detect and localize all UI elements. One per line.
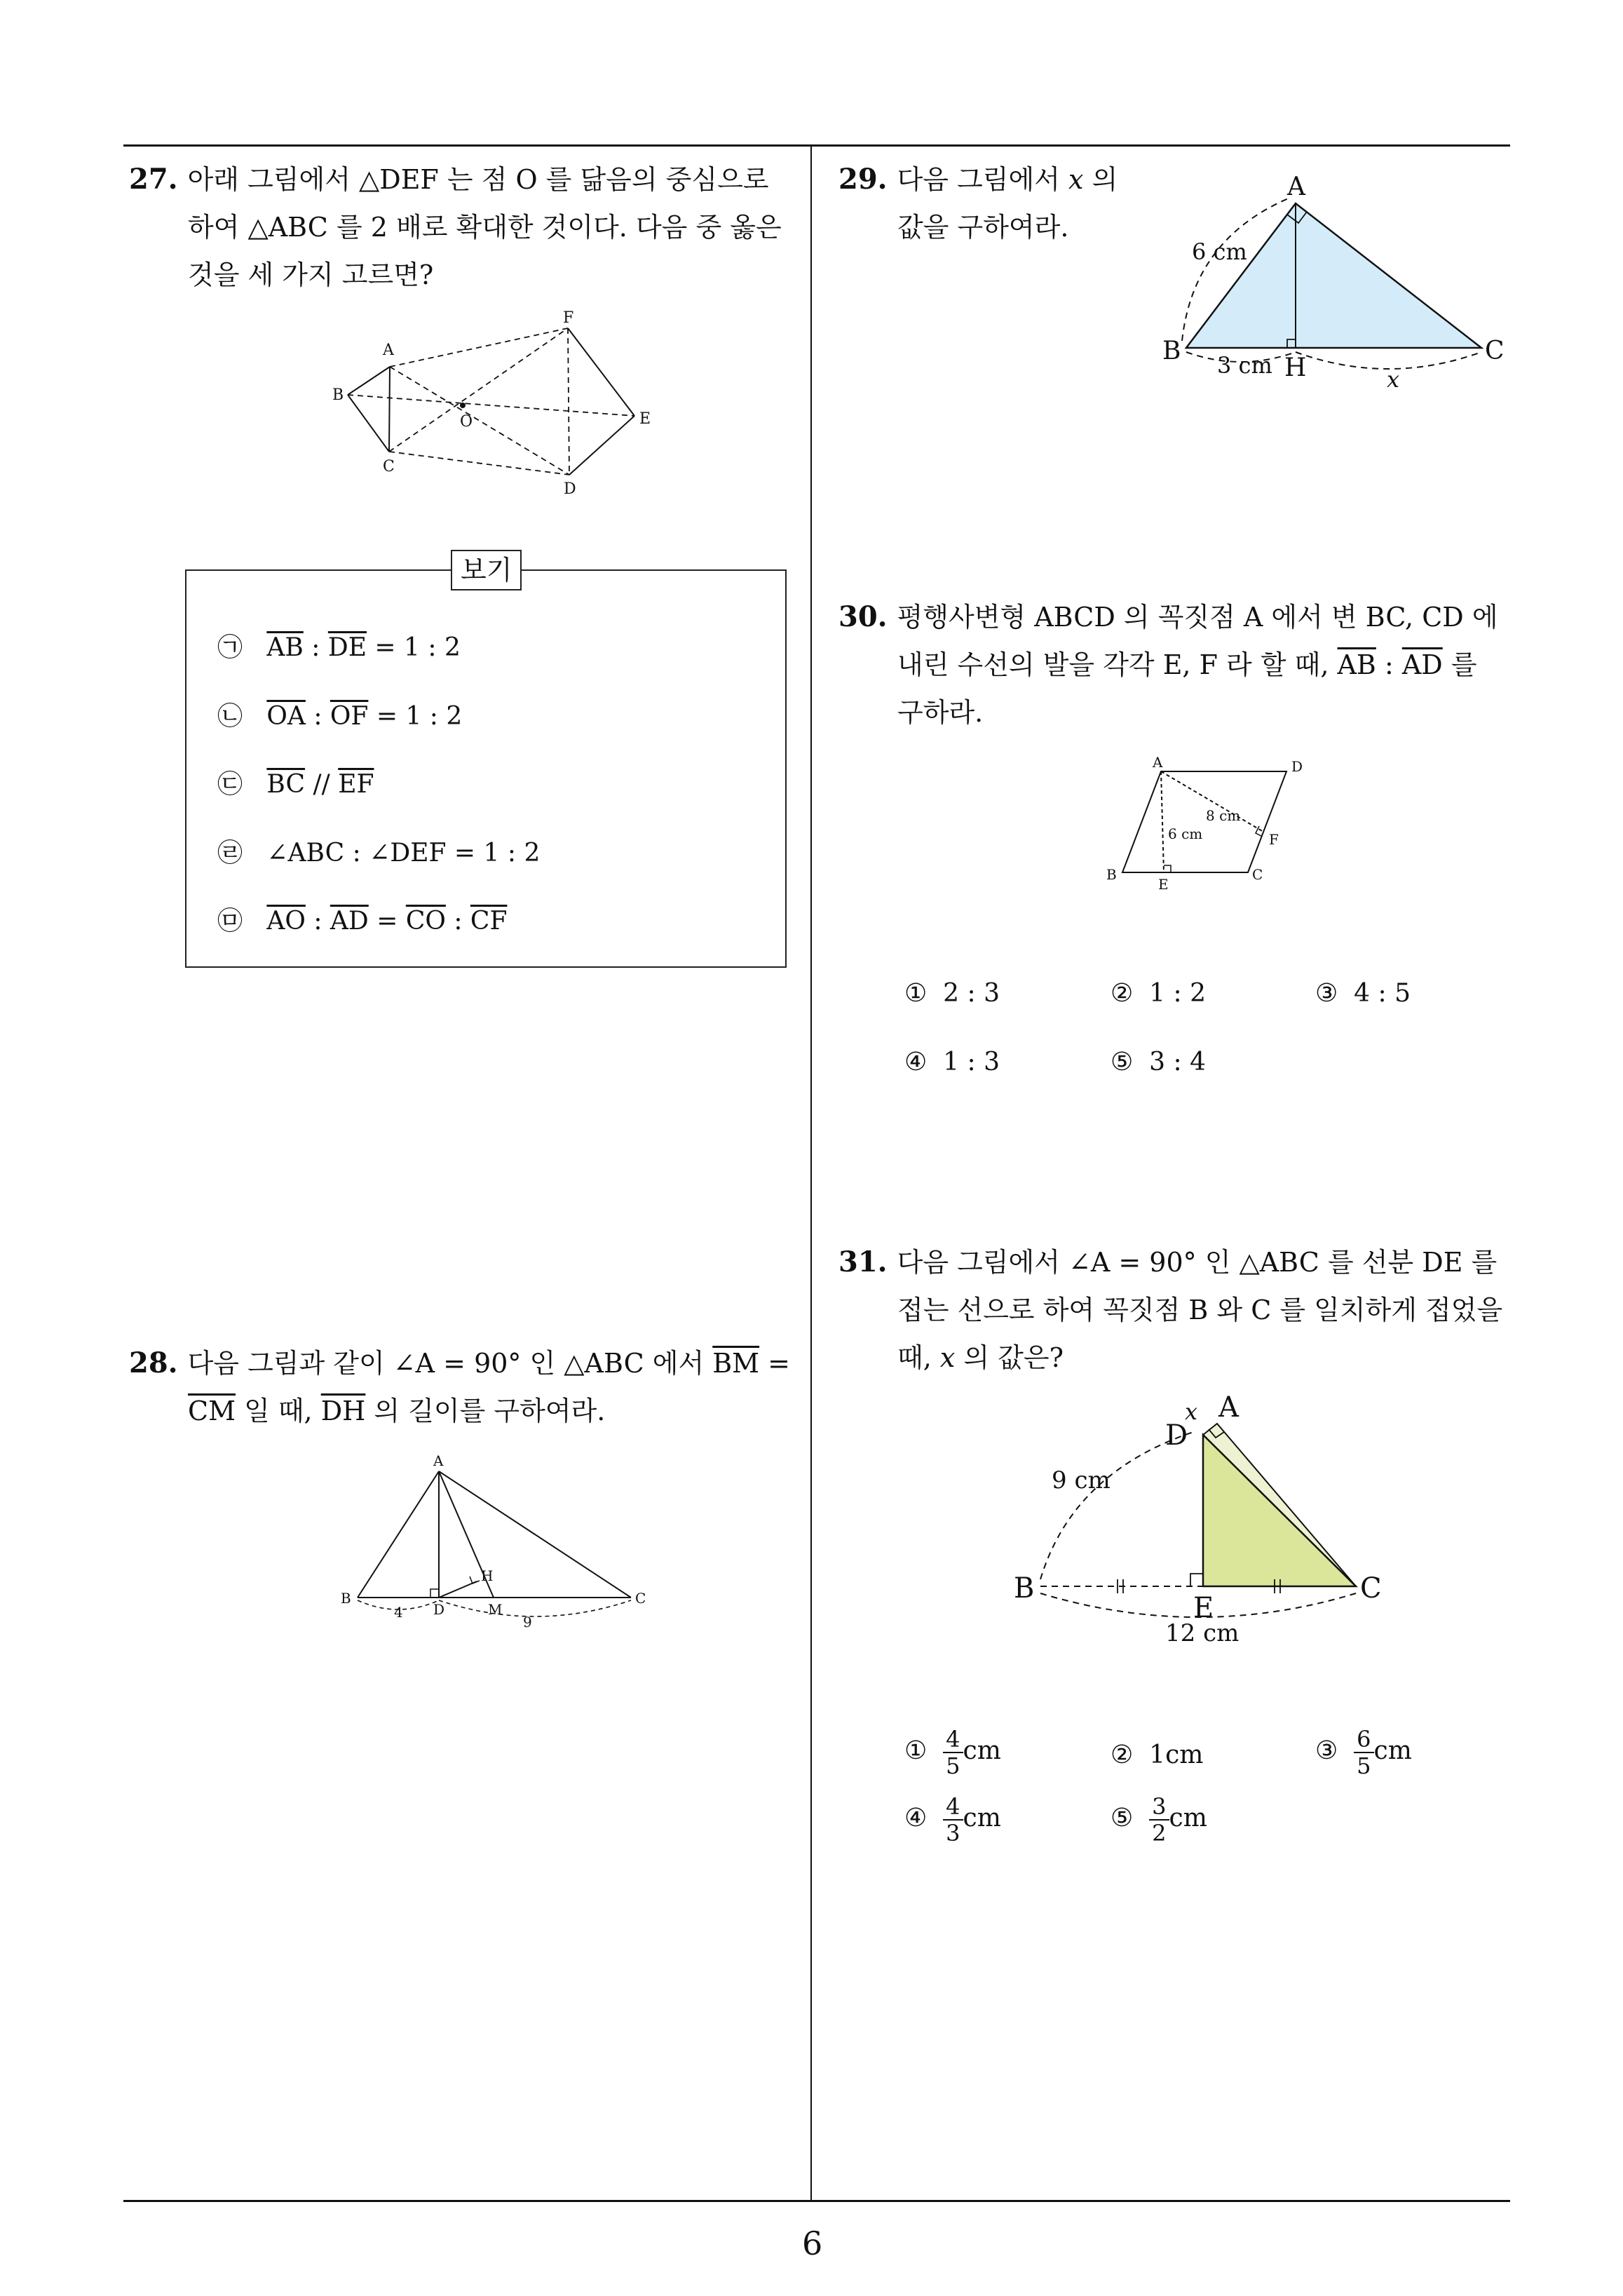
fraction: $\frac{4}{5}$ [943,1727,963,1778]
problem-number: 30. [838,600,888,633]
label-e: E [639,410,651,428]
label-c: C [1360,1572,1382,1605]
label-f: F [1269,831,1279,848]
example-item-3: ㉢ $\overline{BC} // \overline{EF}$ [217,770,374,799]
fraction: $\frac{4}{3}$ [943,1794,963,1846]
choice-1[interactable]: ① $\frac{4}{5}$ cm [904,1726,1001,1779]
label-b: B [1162,337,1181,365]
choice-1[interactable]: ① 2 : 3 [904,979,1000,1008]
example-item-1: ㉠ $\overline{AB}$ : $\overline{DE} = 1$ : 2 [217,633,461,662]
length-dc: 9 [523,1614,532,1630]
length-ab: 6 cm [1192,238,1247,265]
homothety-figure [330,309,666,498]
label-a: A [1153,754,1163,771]
choice-3[interactable]: ③ 4 : 5 [1315,979,1411,1008]
problem-number: 29. [838,163,888,196]
choice-2[interactable]: ② 1 : 2 [1111,979,1206,1008]
folded-triangle-figure [1010,1396,1416,1662]
label-e: E [1193,1592,1214,1624]
label-h: H [1284,353,1307,382]
label-b: B [1014,1572,1035,1605]
choice-3[interactable]: ③ $\frac{6}{5}$ cm [1315,1726,1412,1779]
label-a: A [1218,1396,1239,1424]
label-h: H [481,1567,494,1584]
length-bd: 9 cm [1052,1466,1111,1494]
example-item-2: ㉡ $\overline{OA}$ : $\overline{OF} = 1$ : 2 [217,702,463,731]
problem-number: 28. [129,1346,178,1379]
fraction: $\frac{3}{2}$ [1149,1794,1169,1846]
problem-27 [129,156,802,299]
triangle-abc [1186,203,1481,348]
label-o: O [460,413,473,431]
label-x: x [1185,1398,1198,1425]
label-c: C [383,458,395,475]
label-b: B [332,386,344,404]
choice-5[interactable]: ⑤ 3 : 4 [1111,1048,1206,1076]
example-box-title: 보기 [451,550,522,590]
parallelogram-figure [1094,750,1325,898]
right-triangle-altitude-figure [1150,168,1514,400]
label-x: x [1387,366,1400,393]
choice-4[interactable]: ④ $\frac{4}{3}$ cm [904,1793,1001,1846]
label-c: C [1485,337,1505,365]
label-d: D [433,1601,445,1618]
question-text: 아래 그림에서 △DEF 는 점 O 를 닮음의 중심으로 [187,164,769,195]
label-c: C [1252,866,1263,883]
bottom-rule [123,2200,1510,2202]
label-f: F [563,309,574,327]
label-a: A [383,342,394,359]
label-b: B [1106,866,1117,883]
label-b: B [341,1590,351,1607]
problem-29: 29. 다음 그림에서 x 의 값을 구하여라. [838,163,1118,243]
right-triangle-median-figure [337,1452,659,1634]
top-rule [123,144,1510,147]
problem-31: 31. 다음 그림에서 ∠A = 90° 인 △ABC 를 선분 DE 를 접는 선으로 하여 꼭짓점 B 와 C 를 일치하게 접었을 때, x 의 값은? [838,1245,1503,1373]
example-item-5: ㉤ $\overline{AO}$ : $\overline{AD} = \overline{CO}$ : $\overline{CF}$ [217,907,508,936]
label-d: D [564,480,576,498]
label-d: D [1165,1419,1188,1452]
column-divider [810,144,812,2201]
label-a: A [433,1452,444,1469]
choice-4[interactable]: ④ 1 : 3 [904,1048,1000,1076]
length-af: 8 cm [1206,807,1241,824]
example-item-4: ㉣ ∠ABC : ∠DEF = 1 : 2 [217,839,541,867]
problem-30: 30. 평행사변형 ABCD 의 꼭짓점 A 에서 변 BC, CD 에 내린 수선의 발을 각각 E, F 라 할 때, $\overline{AB}$ : $\overline{AD}$ 를 구하라. [838,600,1498,728]
problem-28: 28. 다음 그림과 같이 ∠A = 90° 인 △ABC 에서 $\overline{BM}$ = $\overline{CM}$ 일 때, $\overline{DH}$ 의 길이를 구하여라. [129,1346,791,1426]
length-bc: 12 cm [1165,1619,1240,1647]
length-ae: 6 cm [1168,825,1203,842]
label-a: A [1287,173,1305,201]
label-e: E [1158,876,1169,893]
length-bd: 4 [394,1604,403,1621]
choice-2[interactable]: ② 1cm [1111,1741,1204,1769]
problem-number: 31. [838,1245,888,1278]
label-d: D [1291,758,1303,775]
question-text: 하여 △ABC 를 2 배로 확대한 것이다. 다음 중 옳은 [188,212,782,243]
problem-number: 27. [129,163,178,196]
label-c: C [635,1590,646,1607]
fraction: $\frac{6}{5}$ [1354,1727,1373,1778]
choice-5[interactable]: ⑤ $\frac{3}{2}$ cm [1111,1793,1207,1846]
length-bh: 3 cm [1217,352,1272,379]
label-m: M [488,1601,503,1618]
page-number: 6 [802,2224,823,2262]
question-text: 것을 세 가지 고르면? [188,259,434,290]
